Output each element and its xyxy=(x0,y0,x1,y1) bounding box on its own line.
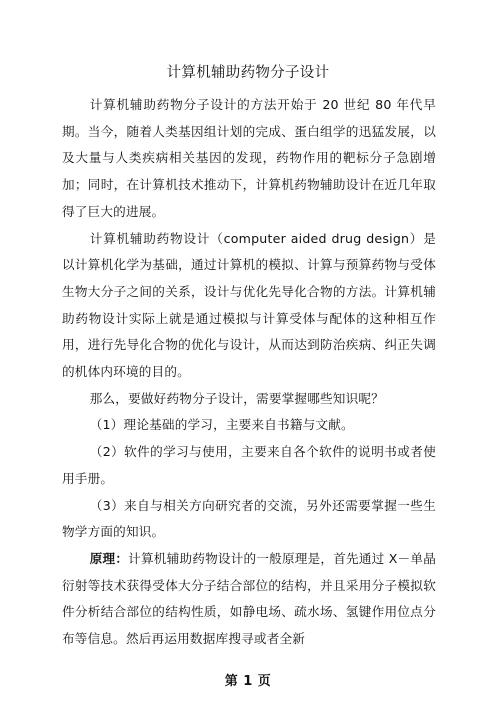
paragraph-intro: 计算机辅助药物分子设计的方法开始于 20 世纪 80 年代早期。当今，随着人类基因组计划的完成、蛋白组学的迅猛发展，以及大量与人类疾病相关基因的发现，药物作用的靶标分子急剧增加；同时，在计算机技术推动下，计算机药物辅助设计在近几年取得了巨大的进展。 xyxy=(62,97,436,219)
document-body xyxy=(62,92,436,653)
list-item-theory: （1）理论基础的学习，主要来自书籍与文献。 xyxy=(89,417,354,433)
paragraph-principle xyxy=(62,546,436,653)
principle-text: 计算机辅助药物设计的一般原理是，首先通过 X－单晶衍射等技术获得受体大分子结合部位的结构，并且采用分子模拟软件分析结合部位的结构性质，如静电场、疏水场、氢键作用位点分布等信息。然后再运用数据库搜寻或者全新 xyxy=(62,550,436,647)
principle-label: 原理： xyxy=(89,550,129,566)
paragraph-question: 那么，要做好药物分子设计，需要掌握哪些知识呢？ xyxy=(89,390,384,406)
list-item-software: （2）软件的学习与使用，主要来自各个软件的说明书或者使用手册。 xyxy=(62,444,436,486)
paragraph-definition: 计算机辅助药物设计（computer aided drug design）是以计算机化学为基础，通过计算机的模拟、计算与预算药物与受体生物大分子之间的关系，设计与优化先导化合物的方法。计算机辅助药物设计实际上就是通过模拟与计算受体与配体的这种相互作用，进行先导化合物的优化与设计，从而达到防治疾病、纠正失调的机体内环境的目的。 xyxy=(62,230,436,380)
page-title: 计算机辅助药物分子设计 xyxy=(166,65,330,81)
list-item-communication: （3）来自与相关方向研究者的交流，另外还需要掌握一些生物学方面的知识。 xyxy=(62,497,436,540)
page-number-footer: 第 1 页 xyxy=(224,674,272,689)
